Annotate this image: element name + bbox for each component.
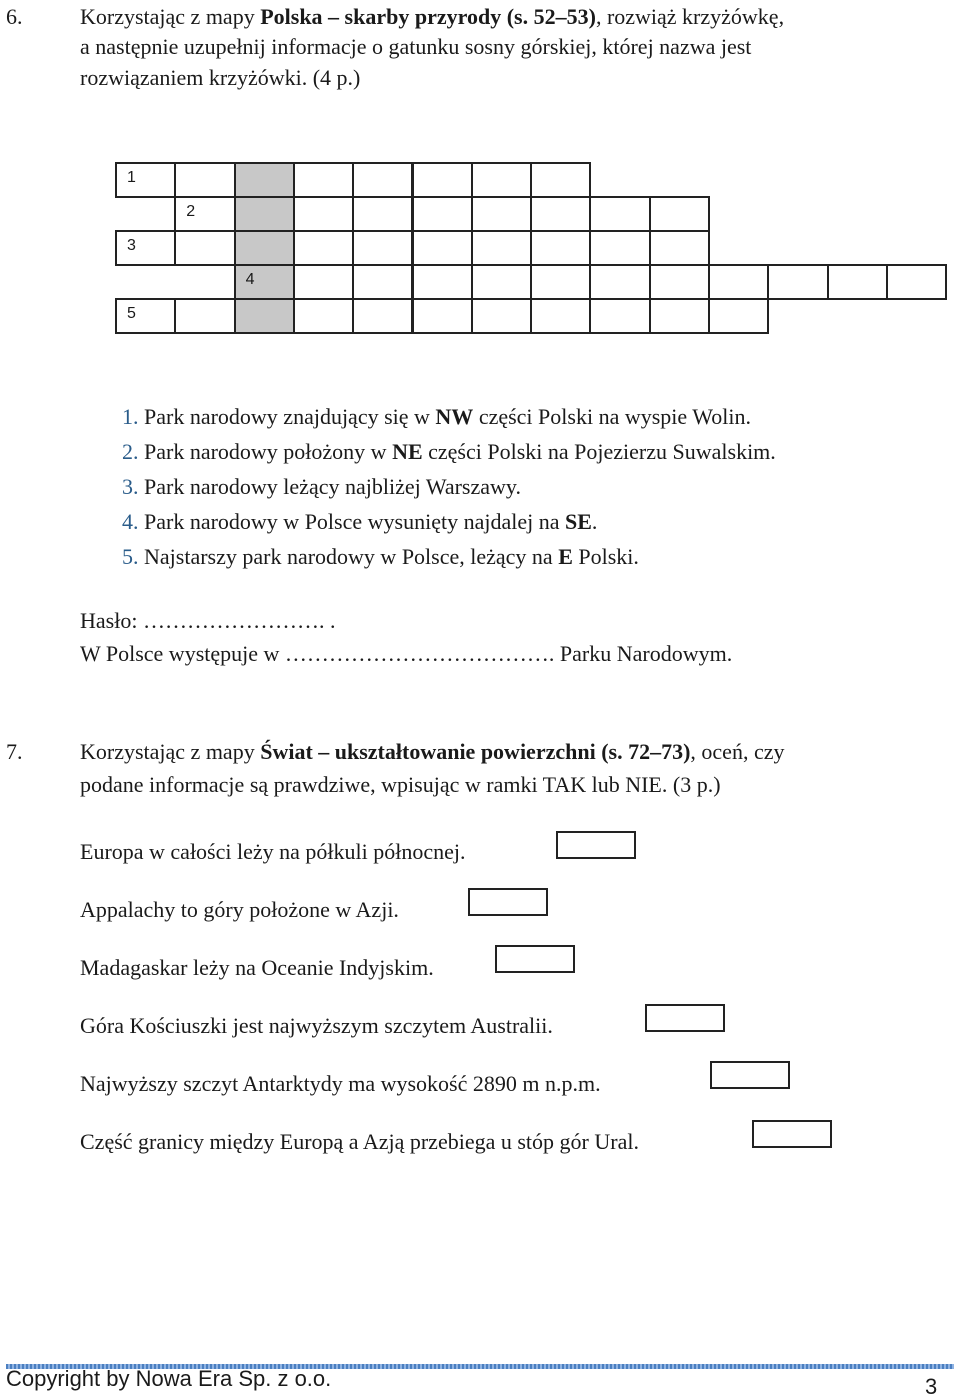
crossword-cell[interactable] bbox=[767, 264, 828, 300]
clue-5: 5. Najstarszy park narodowy w Polsce, leżący na E Polski. bbox=[122, 544, 639, 569]
crossword-cell[interactable] bbox=[293, 298, 354, 334]
crossword-cell[interactable] bbox=[471, 298, 532, 334]
answer-box-5[interactable] bbox=[710, 1061, 790, 1089]
crossword-cell[interactable] bbox=[471, 196, 532, 232]
crossword-row-number: 5 bbox=[127, 305, 136, 322]
statement-4: Góra Kościuszki jest najwyższym szczytem Australii. bbox=[80, 1013, 553, 1038]
task7-number: 7. bbox=[6, 739, 23, 764]
crossword-cell[interactable] bbox=[649, 196, 710, 232]
crossword-cell[interactable] bbox=[115, 298, 176, 334]
crossword-cell[interactable] bbox=[412, 230, 473, 266]
task7-map-title: Świat – ukształtowanie powierzchni bbox=[260, 739, 596, 764]
statement-2: Appalachy to góry położone w Azji. bbox=[80, 897, 399, 922]
crossword-cell[interactable] bbox=[471, 162, 532, 198]
crossword-cell[interactable] bbox=[649, 230, 710, 266]
task6-instruction-line2: a następnie uzupełnij informacje o gatunku sosny górskiej, której nazwa jest bbox=[80, 34, 752, 59]
crossword-row-number: 1 bbox=[127, 169, 136, 186]
clue-list bbox=[122, 400, 776, 575]
crossword-cell[interactable] bbox=[234, 264, 295, 300]
crossword-cell[interactable] bbox=[412, 264, 473, 300]
task7-instruction-line1: Korzystając z mapy Świat – ukształtowanie powierzchni (s. 72–73), oceń, czy bbox=[80, 739, 785, 764]
crossword-cell[interactable] bbox=[234, 298, 295, 334]
statement-1: Europa w całości leży na półkuli północnej. bbox=[80, 839, 466, 864]
crossword-row-number: 4 bbox=[245, 271, 255, 288]
answer-box-4[interactable] bbox=[645, 1004, 725, 1032]
crossword-cell[interactable] bbox=[530, 298, 591, 334]
crossword-cell[interactable] bbox=[530, 196, 591, 232]
crossword-cell[interactable] bbox=[589, 264, 650, 300]
crossword-cell[interactable] bbox=[352, 264, 413, 300]
statement-5: Najwyższy szczyt Antarktydy ma wysokość 2890 m n.p.m. bbox=[80, 1071, 601, 1096]
crossword-cell[interactable] bbox=[827, 264, 888, 300]
task6-instruction-line3: rozwiązaniem krzyżówki. (4 p.) bbox=[80, 65, 361, 90]
crossword-cell[interactable] bbox=[293, 162, 354, 198]
copyright-text: Copyright by Nowa Era Sp. z o.o. bbox=[6, 1366, 332, 1391]
statement-6: Część granicy między Europą a Azją przebiega u stóp gór Ural. bbox=[80, 1129, 639, 1154]
crossword-cell[interactable] bbox=[352, 162, 413, 198]
crossword-cell[interactable] bbox=[471, 230, 532, 266]
crossword-cell[interactable] bbox=[352, 230, 413, 266]
crossword-row-number: 2 bbox=[186, 203, 196, 220]
task6-intro: Korzystając z mapy bbox=[80, 4, 261, 29]
crossword-cell[interactable] bbox=[412, 196, 473, 232]
crossword-cell[interactable] bbox=[115, 230, 176, 266]
crossword-cell[interactable] bbox=[293, 264, 354, 300]
crossword-cell[interactable] bbox=[649, 264, 710, 300]
crossword-cell[interactable] bbox=[234, 162, 295, 198]
crossword-cell[interactable] bbox=[115, 162, 176, 198]
clue-4: 4. Park narodowy w Polsce wysunięty najdalej na SE. bbox=[122, 509, 598, 534]
clue-3: 3. Park narodowy leżący najbliżej Warszawy. bbox=[122, 474, 521, 499]
crossword-cell[interactable] bbox=[589, 230, 650, 266]
crossword-cell[interactable] bbox=[530, 162, 591, 198]
haslo-line[interactable]: Hasło: ……………………. . bbox=[80, 608, 336, 633]
crossword-cell[interactable] bbox=[649, 298, 710, 334]
task6-intro-end: , rozwiąż krzyżówkę, bbox=[595, 4, 785, 29]
answer-box-3[interactable] bbox=[495, 945, 575, 973]
task7-instruction-line2: podane informacje są prawdziwe, wpisując w ramki TAK lub NIE. (3 p.) bbox=[80, 772, 721, 797]
answer-box-2[interactable] bbox=[468, 888, 548, 916]
crossword-cell[interactable] bbox=[412, 162, 473, 198]
task6-instruction-line1 bbox=[80, 0, 784, 33]
habitat-sentence[interactable]: W Polsce występuje w ………………………………. Parku Narodowym. bbox=[80, 641, 733, 666]
crossword-cell[interactable] bbox=[174, 162, 235, 198]
crossword-cell[interactable] bbox=[234, 230, 295, 266]
statement-3: Madagaskar leży na Oceanie Indyjskim. bbox=[80, 955, 434, 980]
answer-box-6[interactable] bbox=[752, 1120, 832, 1148]
crossword-cell[interactable] bbox=[708, 264, 769, 300]
crossword-cell[interactable] bbox=[234, 196, 295, 232]
task7-pages: (s. 72–73) bbox=[595, 739, 691, 764]
clue-1: 1. Park narodowy znajdujący się w NW części Polski na wyspie Wolin. bbox=[122, 404, 751, 429]
crossword-cell[interactable] bbox=[293, 230, 354, 266]
crossword-cell[interactable] bbox=[530, 264, 591, 300]
task6-pages: (s. 52–53) bbox=[501, 4, 596, 29]
crossword-cell[interactable] bbox=[708, 298, 769, 334]
crossword-cell[interactable] bbox=[174, 230, 235, 266]
crossword-cell[interactable] bbox=[530, 230, 591, 266]
crossword-cell[interactable] bbox=[589, 298, 650, 334]
crossword-cell[interactable] bbox=[174, 298, 235, 334]
task6-number: 6. bbox=[6, 4, 23, 29]
clue-2: 2. Park narodowy położony w NE części Polski na Pojezierzu Suwalskim. bbox=[122, 439, 776, 464]
crossword-cell[interactable] bbox=[352, 196, 413, 232]
crossword-cell[interactable] bbox=[589, 196, 650, 232]
crossword-cell[interactable] bbox=[886, 264, 947, 300]
task6-map-title: Polska – skarby przyrody bbox=[260, 4, 502, 29]
crossword-cell[interactable] bbox=[471, 264, 532, 300]
crossword-cell[interactable] bbox=[352, 298, 413, 334]
crossword-row-number: 3 bbox=[127, 237, 136, 254]
crossword-cell[interactable] bbox=[412, 298, 473, 334]
crossword-cell[interactable] bbox=[293, 196, 354, 232]
page-number: 3 bbox=[925, 1374, 938, 1399]
answer-box-1[interactable] bbox=[556, 831, 636, 859]
crossword-cell[interactable] bbox=[174, 196, 235, 232]
